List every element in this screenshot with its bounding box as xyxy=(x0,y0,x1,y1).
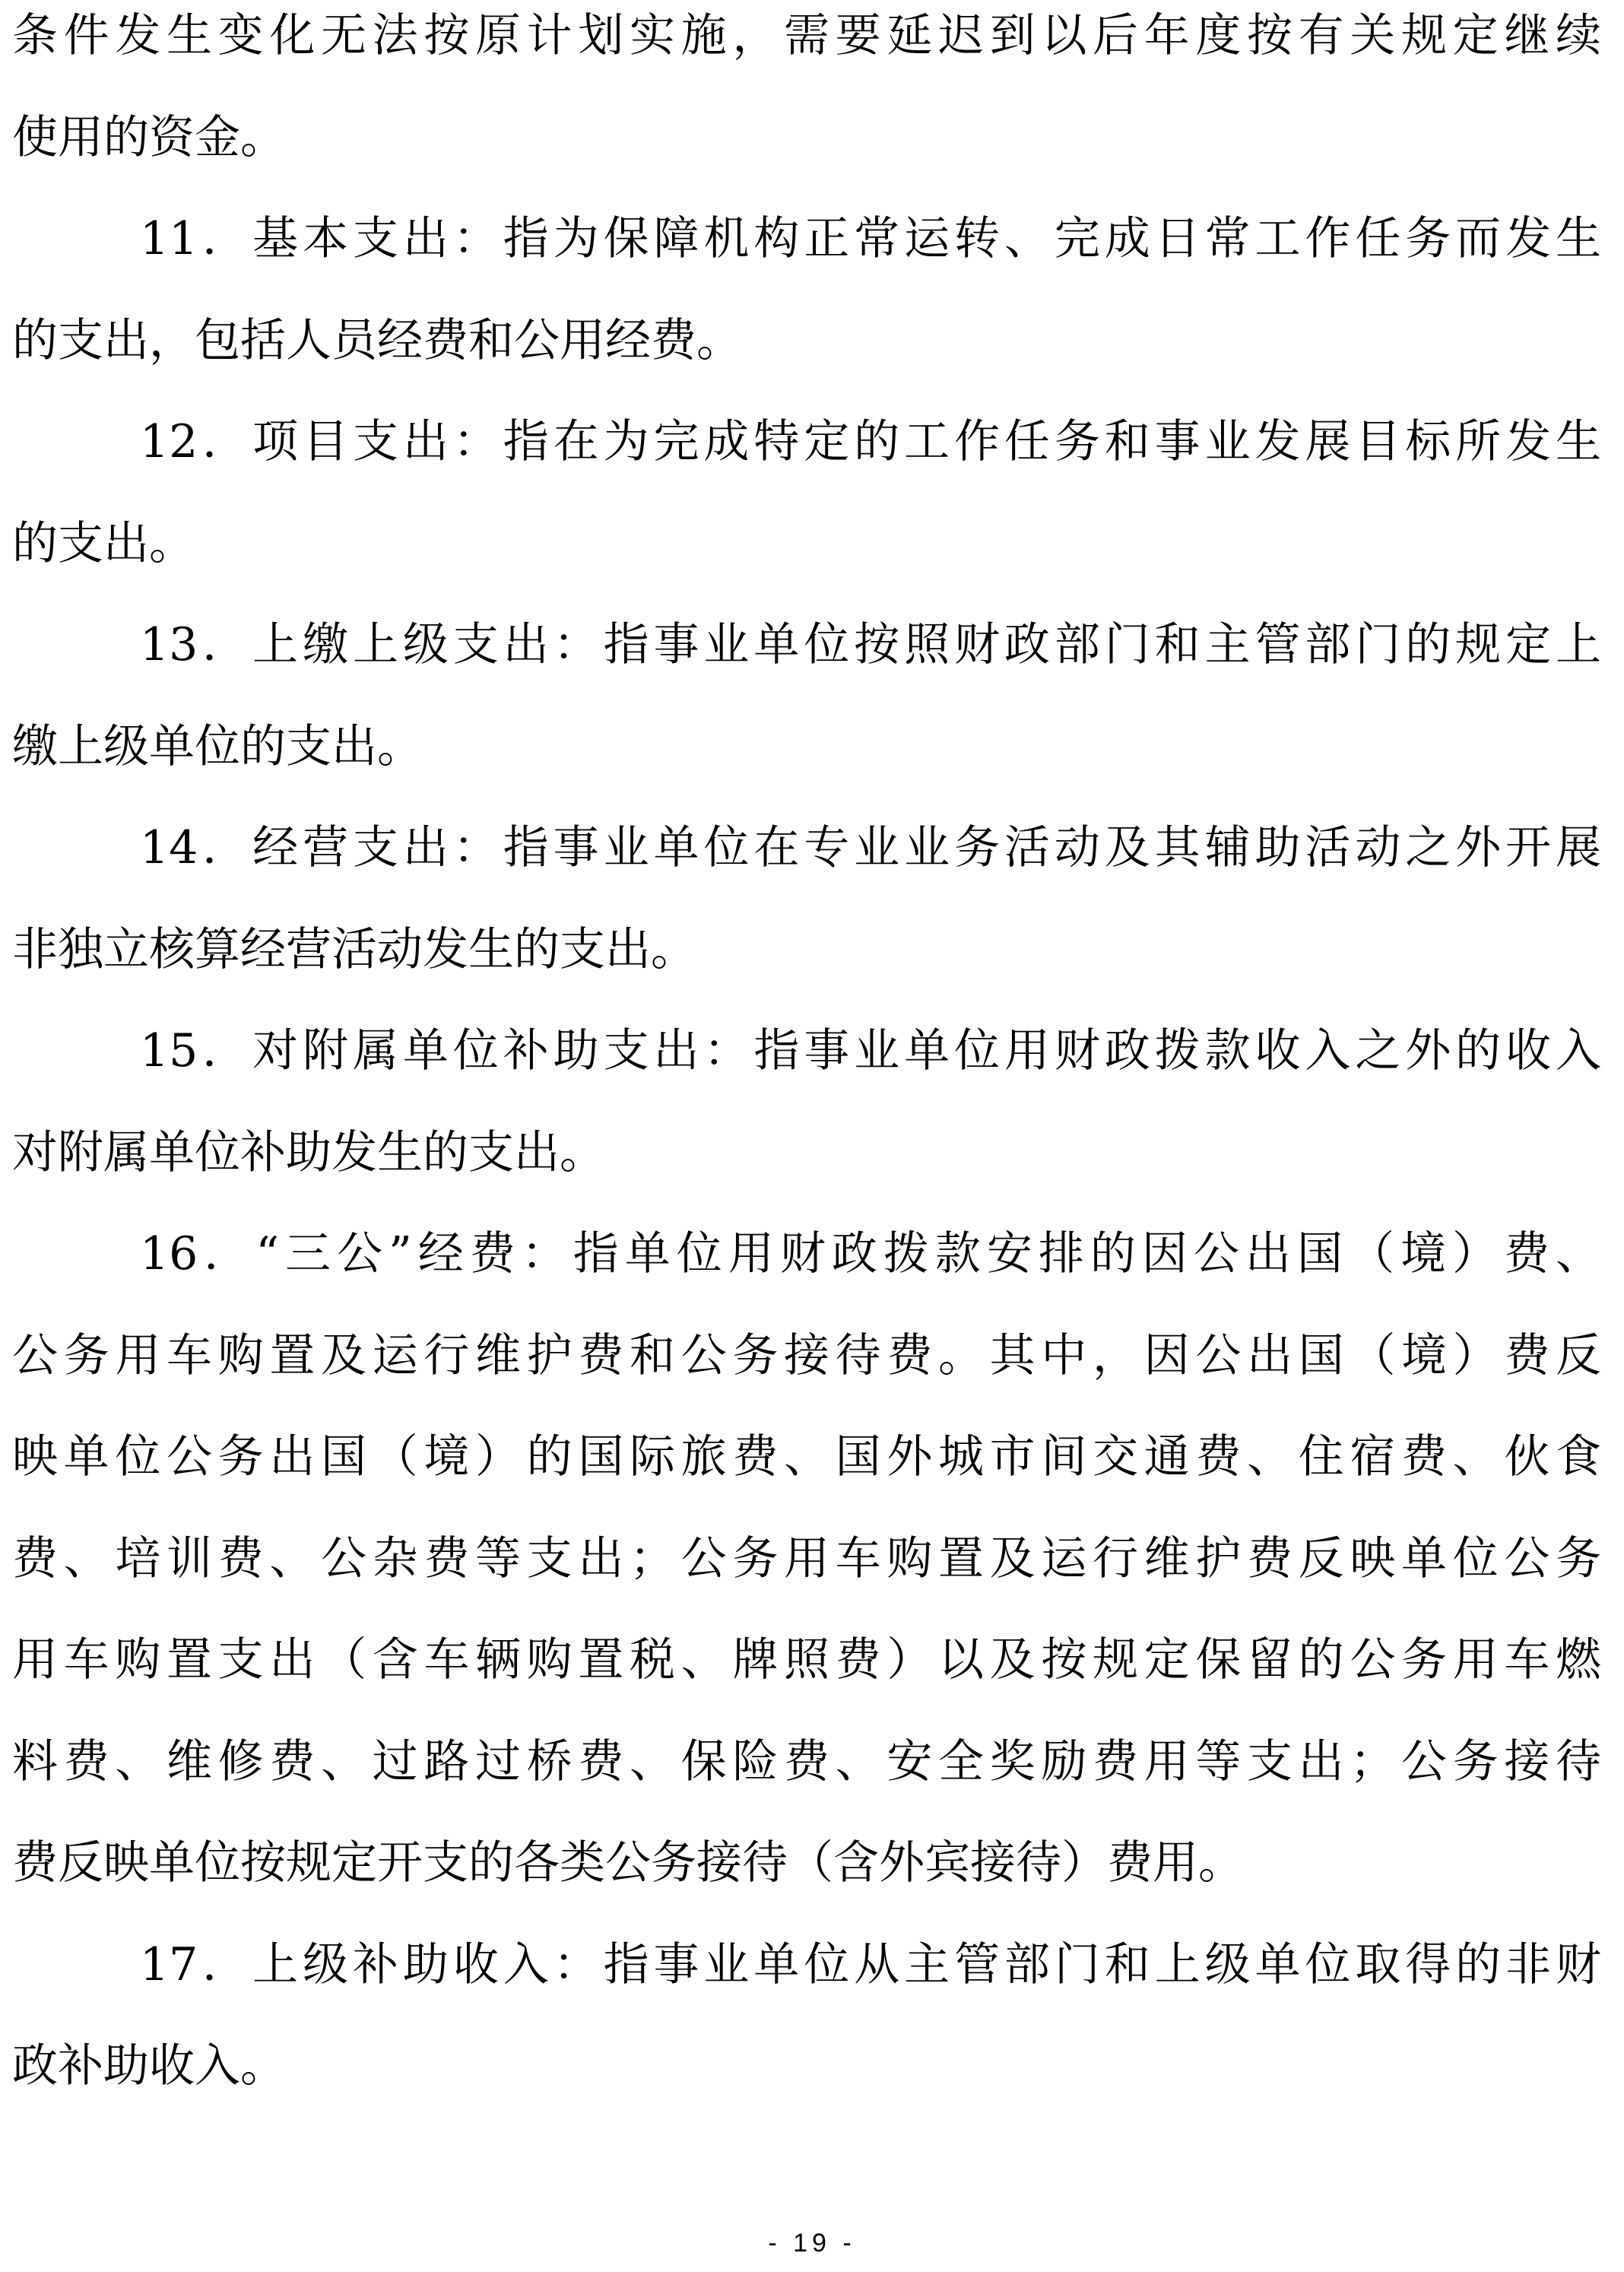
text-line: 16．“三公”经费：指单位用财政拨款安排的因公出国（境）费、 xyxy=(140,1227,1601,1280)
text-line: 政补助收入。 xyxy=(12,2039,286,2093)
text-line: 公务用车购置及运行维护费和公务接待费。其中，因公出国（境）费反 xyxy=(12,1329,1601,1382)
text-line: 使用的资金。 xyxy=(12,111,286,164)
text-line: 14．经营支出：指事业单位在专业业务活动及其辅助活动之外开展 xyxy=(140,821,1601,874)
text-line: 12．项目支出：指在为完成特定的工作任务和事业发展目标所发生 xyxy=(140,415,1601,468)
text-line: 缴上级单位的支出。 xyxy=(12,720,423,773)
text-line: 的支出。 xyxy=(12,517,195,570)
text-line: 13．上缴上级支出：指事业单位按照财政部门和主管部门的规定上 xyxy=(140,618,1601,671)
text-line: 用车购置支出（含车辆购置税、牌照费）以及按规定保留的公务用车燃 xyxy=(12,1633,1601,1687)
text-line: 映单位公务出国（境）的国际旅费、国外城市间交通费、住宿费、伙食 xyxy=(12,1430,1601,1483)
text-line: 对附属单位补助发生的支出。 xyxy=(12,1126,605,1179)
text-line: 非独立核算经营活动发生的支出。 xyxy=(12,923,696,976)
text-line: 费、培训费、公杂费等支出；公务用车购置及运行维护费反映单位公务 xyxy=(12,1532,1601,1585)
text-line: 15．对附属单位补助支出：指事业单位用财政拨款收入之外的收入 xyxy=(140,1024,1601,1077)
text-line: 17．上级补助收入：指事业单位从主管部门和上级单位取得的非财 xyxy=(140,1938,1601,1991)
text-line: 11．基本支出：指为保障机构正常运转、完成日常工作任务而发生 xyxy=(140,212,1601,265)
text-line: 的支出，包括人员经费和公用经费。 xyxy=(12,314,742,367)
text-line: 条件发生变化无法按原计划实施，需要延迟到以后年度按有关规定继续 xyxy=(12,9,1601,62)
text-line: 费反映单位按规定开支的各类公务接待（含外宾接待）费用。 xyxy=(12,1836,1244,1890)
page-number: - 19 - xyxy=(768,2229,856,2258)
text-line: 料费、维修费、过路过桥费、保险费、安全奖励费用等支出；公务接待 xyxy=(12,1735,1601,1788)
